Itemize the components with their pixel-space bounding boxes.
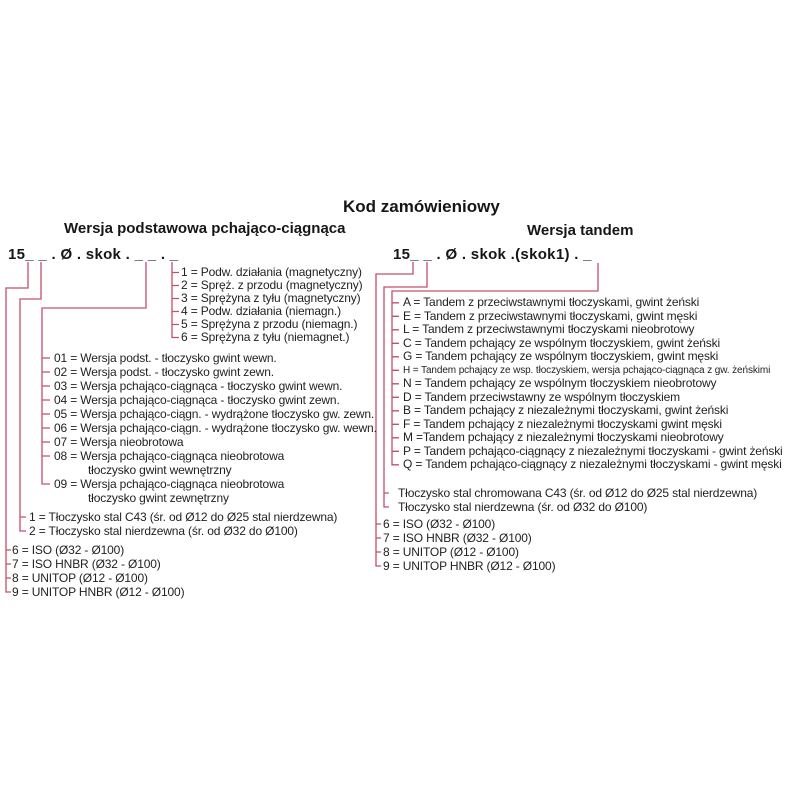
rod-option-item: 1 = Tłoczysko stal C43 (śr. od Ø12 do Ø25 stal nierdzewna) xyxy=(29,510,338,524)
stroke-option-item: 5 = Sprężyna z przodu (niemagn.) xyxy=(181,317,358,331)
version-option-item: 04 = Wersja pchająco-ciągnąca - tłoczysko gwint zewn. xyxy=(54,393,340,407)
version-option-item: 09 = Wersja pchająco-ciągnąca nieobrotowa xyxy=(54,477,285,491)
tandem-option-item: H = Tandem pchający ze wsp. tłoczyskiem, wersja pchająco-ciągnąca z gw. żeńskimi xyxy=(403,364,771,376)
version-option-item: 06 = Wersja pchająco-ciągn. - wydrążone tłoczysko gw. wewn. xyxy=(54,421,377,435)
tandem-option-item: E = Tandem z przeciwstawnymi tłoczyskami, gwint męski xyxy=(403,308,698,323)
tandem-rod-option-item: Tłoczysko stal chromowana C43 (śr. od Ø12 do Ø25 stal nierdzewna) xyxy=(398,486,758,500)
stroke-option-item: 2 = Spręż. z przodu (magnetyczny) xyxy=(181,278,363,292)
version-option-continuation: tłoczysko gwint wewnętrzny xyxy=(88,463,232,477)
tandem-version-code: 15_ _ . Ø . skok .(skok1) . _ xyxy=(393,246,592,263)
stroke-options-list xyxy=(181,266,362,344)
seal-options-list xyxy=(12,543,184,599)
tandem-rod-option-item: Tłoczysko stal nierdzewna (śr. od Ø32 do Ø100) xyxy=(398,500,648,514)
tandem-seal-options-list xyxy=(383,517,555,573)
stroke-option-item: 4 = Podw. działania (niemagn.) xyxy=(181,304,341,318)
tandem-options-list xyxy=(403,296,783,472)
tandem-option-item: P = Tandem pchająco-ciągnący z niezależnymi tłoczyskami - gwint żeński xyxy=(403,443,783,458)
tandem-seal-option-item: 8 = UNITOP (Ø12 - Ø100) xyxy=(383,545,519,559)
tandem-option-item: G = Tandem pchający ze wspólnym tłoczyskiem, gwint męski xyxy=(403,349,719,363)
seal-option-item: 9 = UNITOP HNBR (Ø12 - Ø100) xyxy=(12,585,185,599)
version-options-list xyxy=(54,351,377,505)
seal-option-item: 6 = ISO (Ø32 - Ø100) xyxy=(12,543,125,557)
version-option-item: 01 = Wersja podst. - tłoczysko gwint wewn. xyxy=(54,351,277,365)
connector-left-stroke-line xyxy=(172,262,179,338)
tandem-option-item: Q = Tandem pchająco-ciągnący z niezależnymi tłoczyskami - gwint męski xyxy=(403,457,782,471)
rod-options-list xyxy=(29,510,337,538)
version-option-item: 08 = Wersja pchająco-ciągnąca nieobrotowa xyxy=(54,449,285,463)
tandem-option-item: B = Tandem pchający z niezależnymi tłoczyskami, gwint żeński xyxy=(403,403,729,417)
tandem-rod-options-list xyxy=(398,486,757,514)
seal-option-item: 7 = ISO HNBR (Ø32 - Ø100) xyxy=(12,557,161,571)
tandem-option-item: D = Tandem przeciwstawny ze wspólnym tłoczyskiem xyxy=(403,389,681,404)
stroke-option-item: 1 = Podw. działania (magnetyczny) xyxy=(181,265,362,279)
tandem-seal-option-item: 9 = UNITOP HNBR (Ø12 - Ø100) xyxy=(383,559,556,573)
tandem-version-header: Wersja tandem xyxy=(527,222,634,239)
seal-option-item: 8 = UNITOP (Ø12 - Ø100) xyxy=(12,571,148,585)
basic-version-header: Wersja podstawowa pchająco-ciągnąca xyxy=(64,220,346,237)
tandem-option-item: M =Tandem pchający z niezależnymi tłoczyskami nieobrotowy xyxy=(403,430,724,444)
tandem-option-item: L = Tandem z przeciwstawnymi tłoczyskami nieobrotowy xyxy=(403,322,695,336)
version-option-item: 05 = Wersja pchająco-ciągn. - wydrążone tłoczysko gw. zewn. xyxy=(54,407,375,421)
tandem-option-item: A = Tandem z przeciwstawnymi tłoczyskami, gwint żeński xyxy=(403,295,700,309)
tandem-option-item: F = Tandem pchający z niezależnymi tłoczyskami gwint męski xyxy=(403,416,722,431)
version-option-item: 07 = Wersja nieobrotowa xyxy=(54,435,184,449)
stroke-option-item: 6 = Sprężyna z tyłu (niemagnet.) xyxy=(181,330,350,344)
rod-option-item: 2 = Tłoczysko stal nierdzewna (śr. od Ø32 do Ø100) xyxy=(29,524,298,538)
tandem-seal-option-item: 7 = ISO HNBR (Ø32 - Ø100) xyxy=(383,531,532,545)
basic-version-code: 15_ _ . Ø . skok . _ _ . _ xyxy=(8,246,179,263)
tandem-option-item: C = Tandem pchający ze wspólnym tłoczyskiem, gwint żeński xyxy=(403,335,721,350)
version-option-item: 03 = Wersja pchająco-ciągnąca - tłoczysko gwint wewn. xyxy=(54,379,343,393)
stroke-option-item: 3 = Sprężyna z tyłu (magnetyczny) xyxy=(181,291,361,305)
page-title: Kod zamówieniowy xyxy=(343,197,500,216)
tandem-seal-option-item: 6 = ISO (Ø32 - Ø100) xyxy=(383,517,496,531)
version-option-continuation: tłoczysko gwint zewnętrzny xyxy=(88,491,229,505)
connector-left-rod-line xyxy=(20,262,41,531)
version-option-item: 02 = Wersja podst. - tłoczysko gwint zewn. xyxy=(54,365,274,379)
tandem-option-item: N = Tandem pchający ze wspólnym tłoczyskiem nieobrotowy xyxy=(403,376,717,390)
